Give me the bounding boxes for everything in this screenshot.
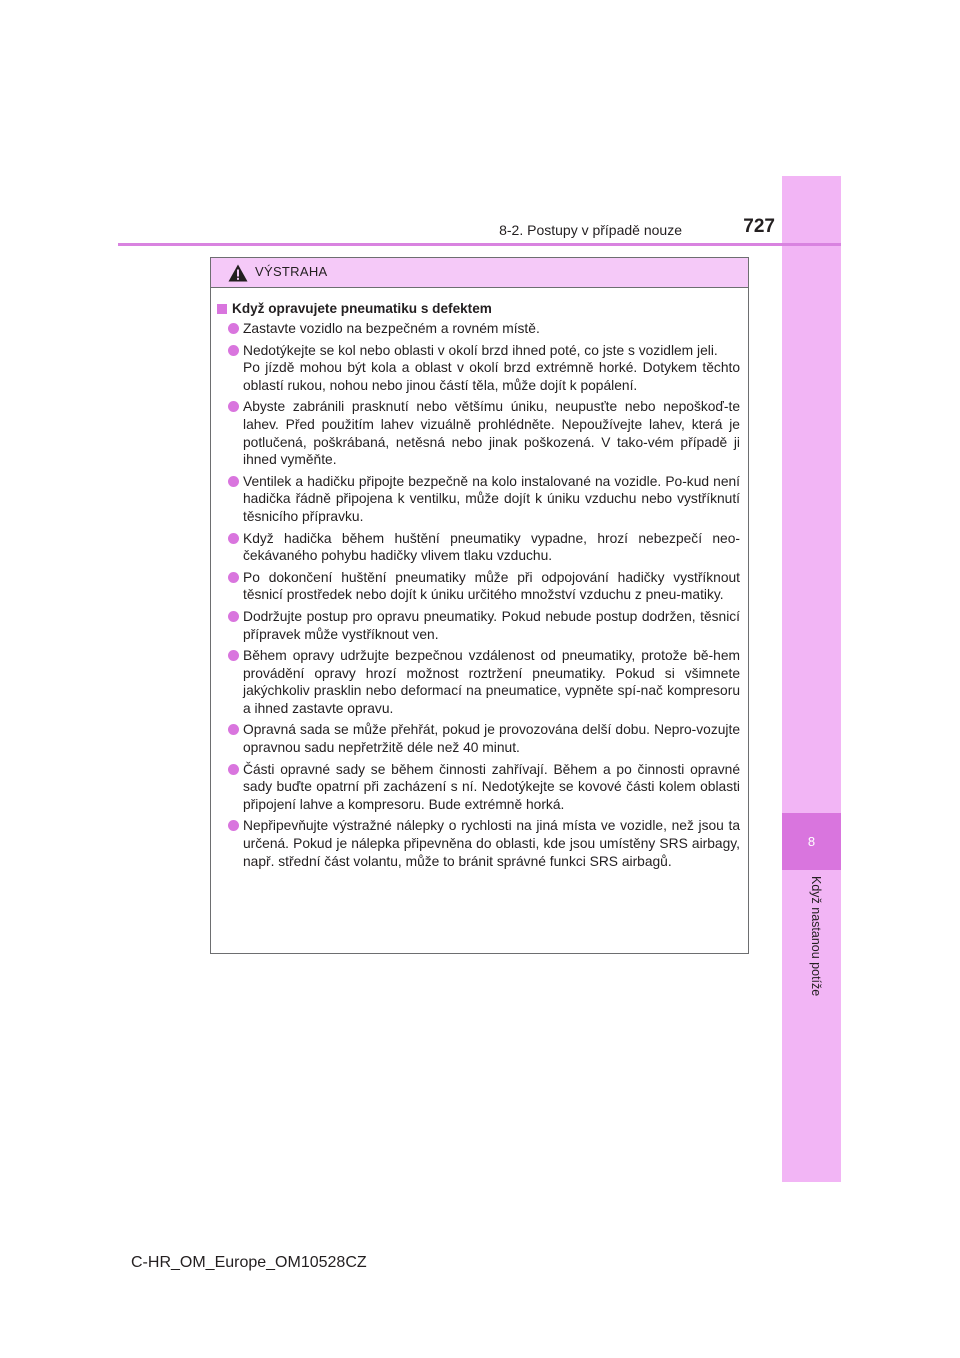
warning-item-text: Části opravné sady se během činnosti zahřívají. Během a po činnosti opravné sady buďte opatrní při zacházení s ní. Nedotýkejte se kovové části kolem oblasti připojení lahve a kompresoru. Bude extrémně horká. <box>243 761 740 812</box>
warning-item-text: Ventilek a hadičku připojte bezpečně na kolo instalované na vozidle. Po-kud není hadička řádně připojena k ventilku, může dojít k úniku vzduchu nebo vystříknutí těsnicího přípravku. <box>243 473 740 524</box>
warning-item-text: Zastavte vozidlo na bezpečném a rovném místě. <box>243 321 540 336</box>
circle-bullet-icon <box>228 323 239 334</box>
chapter-number-block <box>782 813 841 870</box>
chapter-side-tab <box>782 176 841 1182</box>
subheading-text: Když opravujete pneumatiku s defektem <box>232 301 492 316</box>
warning-item-text: Nepřipevňujte výstražné nálepky o rychlosti na jiná místa ve vozidle, než jsou ta určená. Pokud je nálepka připevněna do oblasti, kde jsou umístěny SRS airbagy, např. střední část volantu, může to bránit správné funkci SRS airbagů. <box>243 818 740 869</box>
section-title: 8-2. Postupy v případě nouze <box>499 222 682 238</box>
circle-bullet-icon <box>228 764 239 775</box>
warning-list-item <box>217 398 740 468</box>
circle-bullet-icon <box>228 345 239 356</box>
document-code: C-HR_OM_Europe_OM10528CZ <box>131 1254 367 1271</box>
warning-list-item <box>217 320 740 338</box>
warning-list-item <box>217 761 740 814</box>
warning-list-item <box>217 569 740 604</box>
warning-item-text: Po dokončení huštění pneumatiky může při odpojování hadičky vystříknout těsnicí prostředek nebo dojít k úniku určitého množství vzduchu z pneu-matiky. <box>243 569 740 603</box>
warning-item-text: Abyste zabránili prasknutí nebo většímu úniku, neupusťte nebo nepoškoď-te lahev. Před použitím lahev vizuálně prohlédněte. Nepoužívejte lahev, která je potlučená, poškrábaná, netěsná nebo jinak poškozená. V tako-vém případě ji ihned vyměňte. <box>243 399 740 468</box>
warning-list-item <box>217 530 740 565</box>
warning-header <box>211 258 748 288</box>
circle-bullet-icon <box>228 724 239 735</box>
warning-list-item <box>217 608 740 643</box>
page-number: 727 <box>743 216 775 237</box>
circle-bullet-icon <box>228 476 239 487</box>
warning-item-text: Dodržujte postup pro opravu pneumatiky. Pokud nebude postup dodržen, těsnicí přípravek může vystříknout ven. <box>243 608 740 642</box>
warning-title: VÝSTRAHA <box>255 264 328 279</box>
circle-bullet-icon <box>228 650 239 661</box>
warning-item-text: Když hadička během huštění pneumatiky vypadne, hrozí nebezpečí neo-čekávaného pohybu hadičky vlivem tlaku vzduchu. <box>243 530 740 564</box>
circle-bullet-icon <box>228 572 239 583</box>
chapter-title-vertical: Když nastanou potíže <box>809 876 823 997</box>
warning-list-item <box>217 342 740 395</box>
warning-subheading <box>217 300 740 318</box>
warning-list-item <box>217 721 740 756</box>
warning-list-item <box>217 473 740 526</box>
square-bullet-icon <box>217 304 227 314</box>
warning-triangle-icon <box>228 264 248 282</box>
warning-item-text: Opravná sada se může přehřát, pokud je provozována delší dobu. Nepro-vozujte opravnou sadu nepřetržitě déle než 40 minut. <box>243 722 740 756</box>
circle-bullet-icon <box>228 820 239 831</box>
warning-list-item <box>217 817 740 870</box>
circle-bullet-icon <box>228 533 239 544</box>
warning-item-text: Nedotýkejte se kol nebo oblasti v okolí brzd ihned poté, co jste s vozidlem jeli. Po jízdě mohou být kola a oblast v okolí brzd extrémně horké. Dotykem těchto oblastí rukou, nohou nebo jinou částí těla, může dojít k popálení. <box>243 342 740 393</box>
warning-list-item <box>217 647 740 717</box>
warning-item-text: Během opravy udržujte bezpečnou vzdálenost od pneumatiky, protože bě-hem provádění opravy hrozí možnost roztržení pneumatiky. Pokud si všimnete jakýchkoliv prasklin nebo deformací na pneumatice, vypněte spí-nač kompresoru a ihned zastavte opravu. <box>243 648 740 716</box>
warning-item-list <box>217 320 740 870</box>
warning-box <box>210 257 749 954</box>
chapter-number: 8 <box>807 834 816 849</box>
header-rule <box>118 243 841 246</box>
circle-bullet-icon <box>228 401 239 412</box>
warning-body <box>211 288 748 870</box>
circle-bullet-icon <box>228 611 239 622</box>
